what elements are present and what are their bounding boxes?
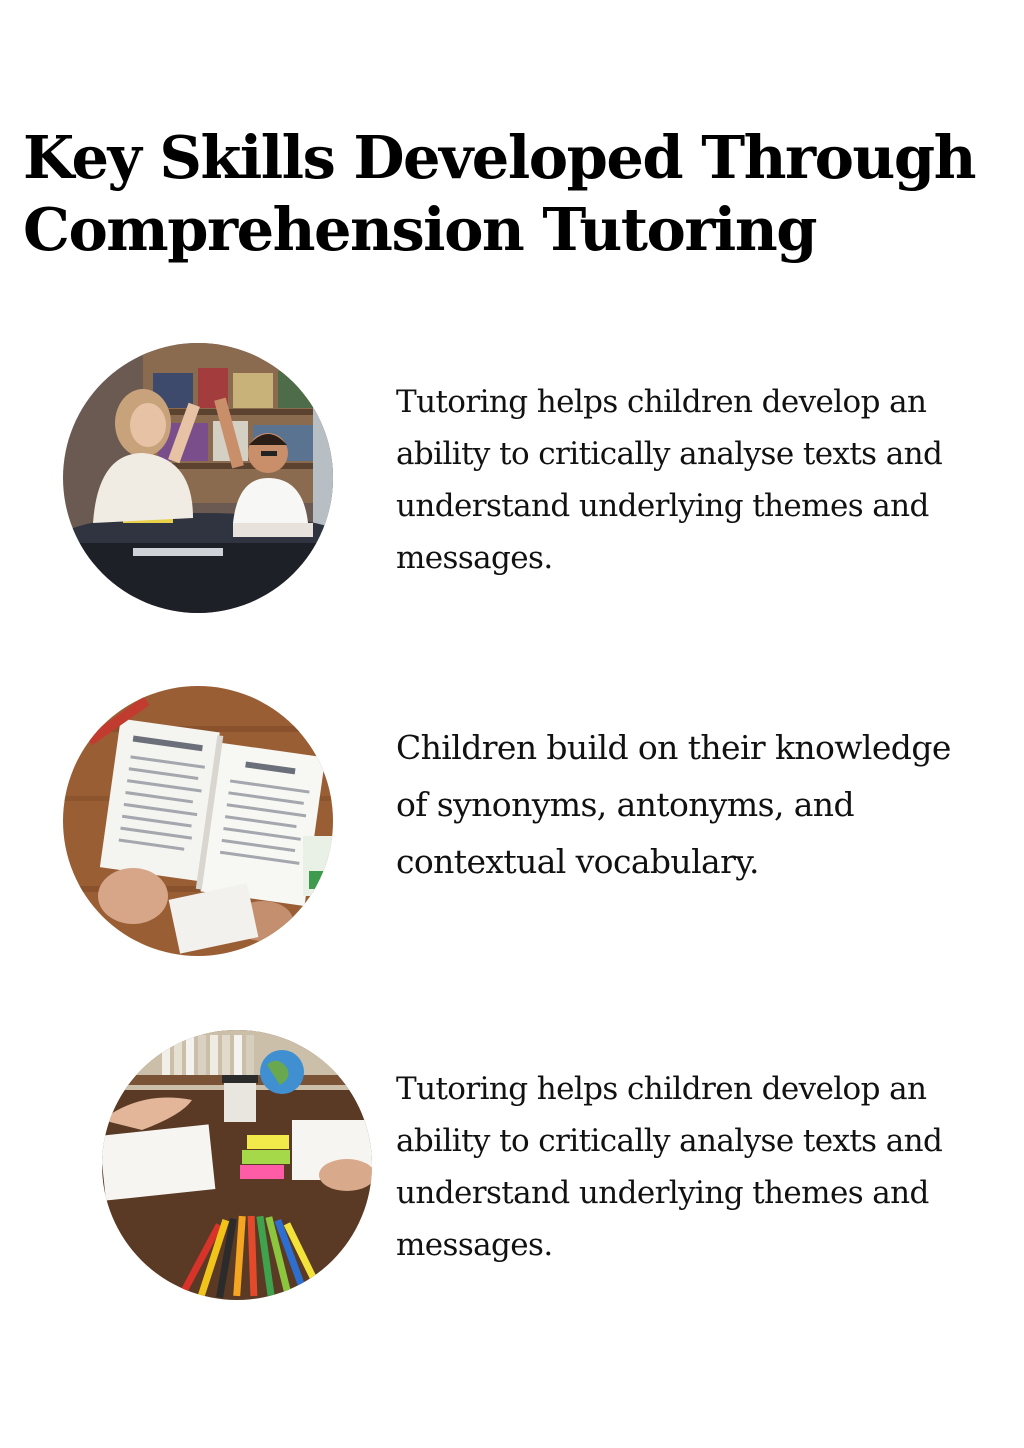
- photo-tutor-high-five-icon: [63, 343, 333, 613]
- page-title: Key Skills Developed Through Comprehension Tutoring: [23, 123, 975, 264]
- item-1-text: Tutoring helps children develop an ability to critically analyse texts and understand underlying themes and messages.: [396, 384, 943, 576]
- item-3-text: Tutoring helps children develop an ability to critically analyse texts and understand underlying themes and messages.: [396, 1071, 943, 1263]
- photo-study-table-pencils-icon: [102, 1030, 372, 1300]
- photo-spelling-workbook-icon: [63, 686, 333, 956]
- item-2-text: Children build on their knowledge of synonyms, antonyms, and contextual vocabulary.: [396, 728, 951, 881]
